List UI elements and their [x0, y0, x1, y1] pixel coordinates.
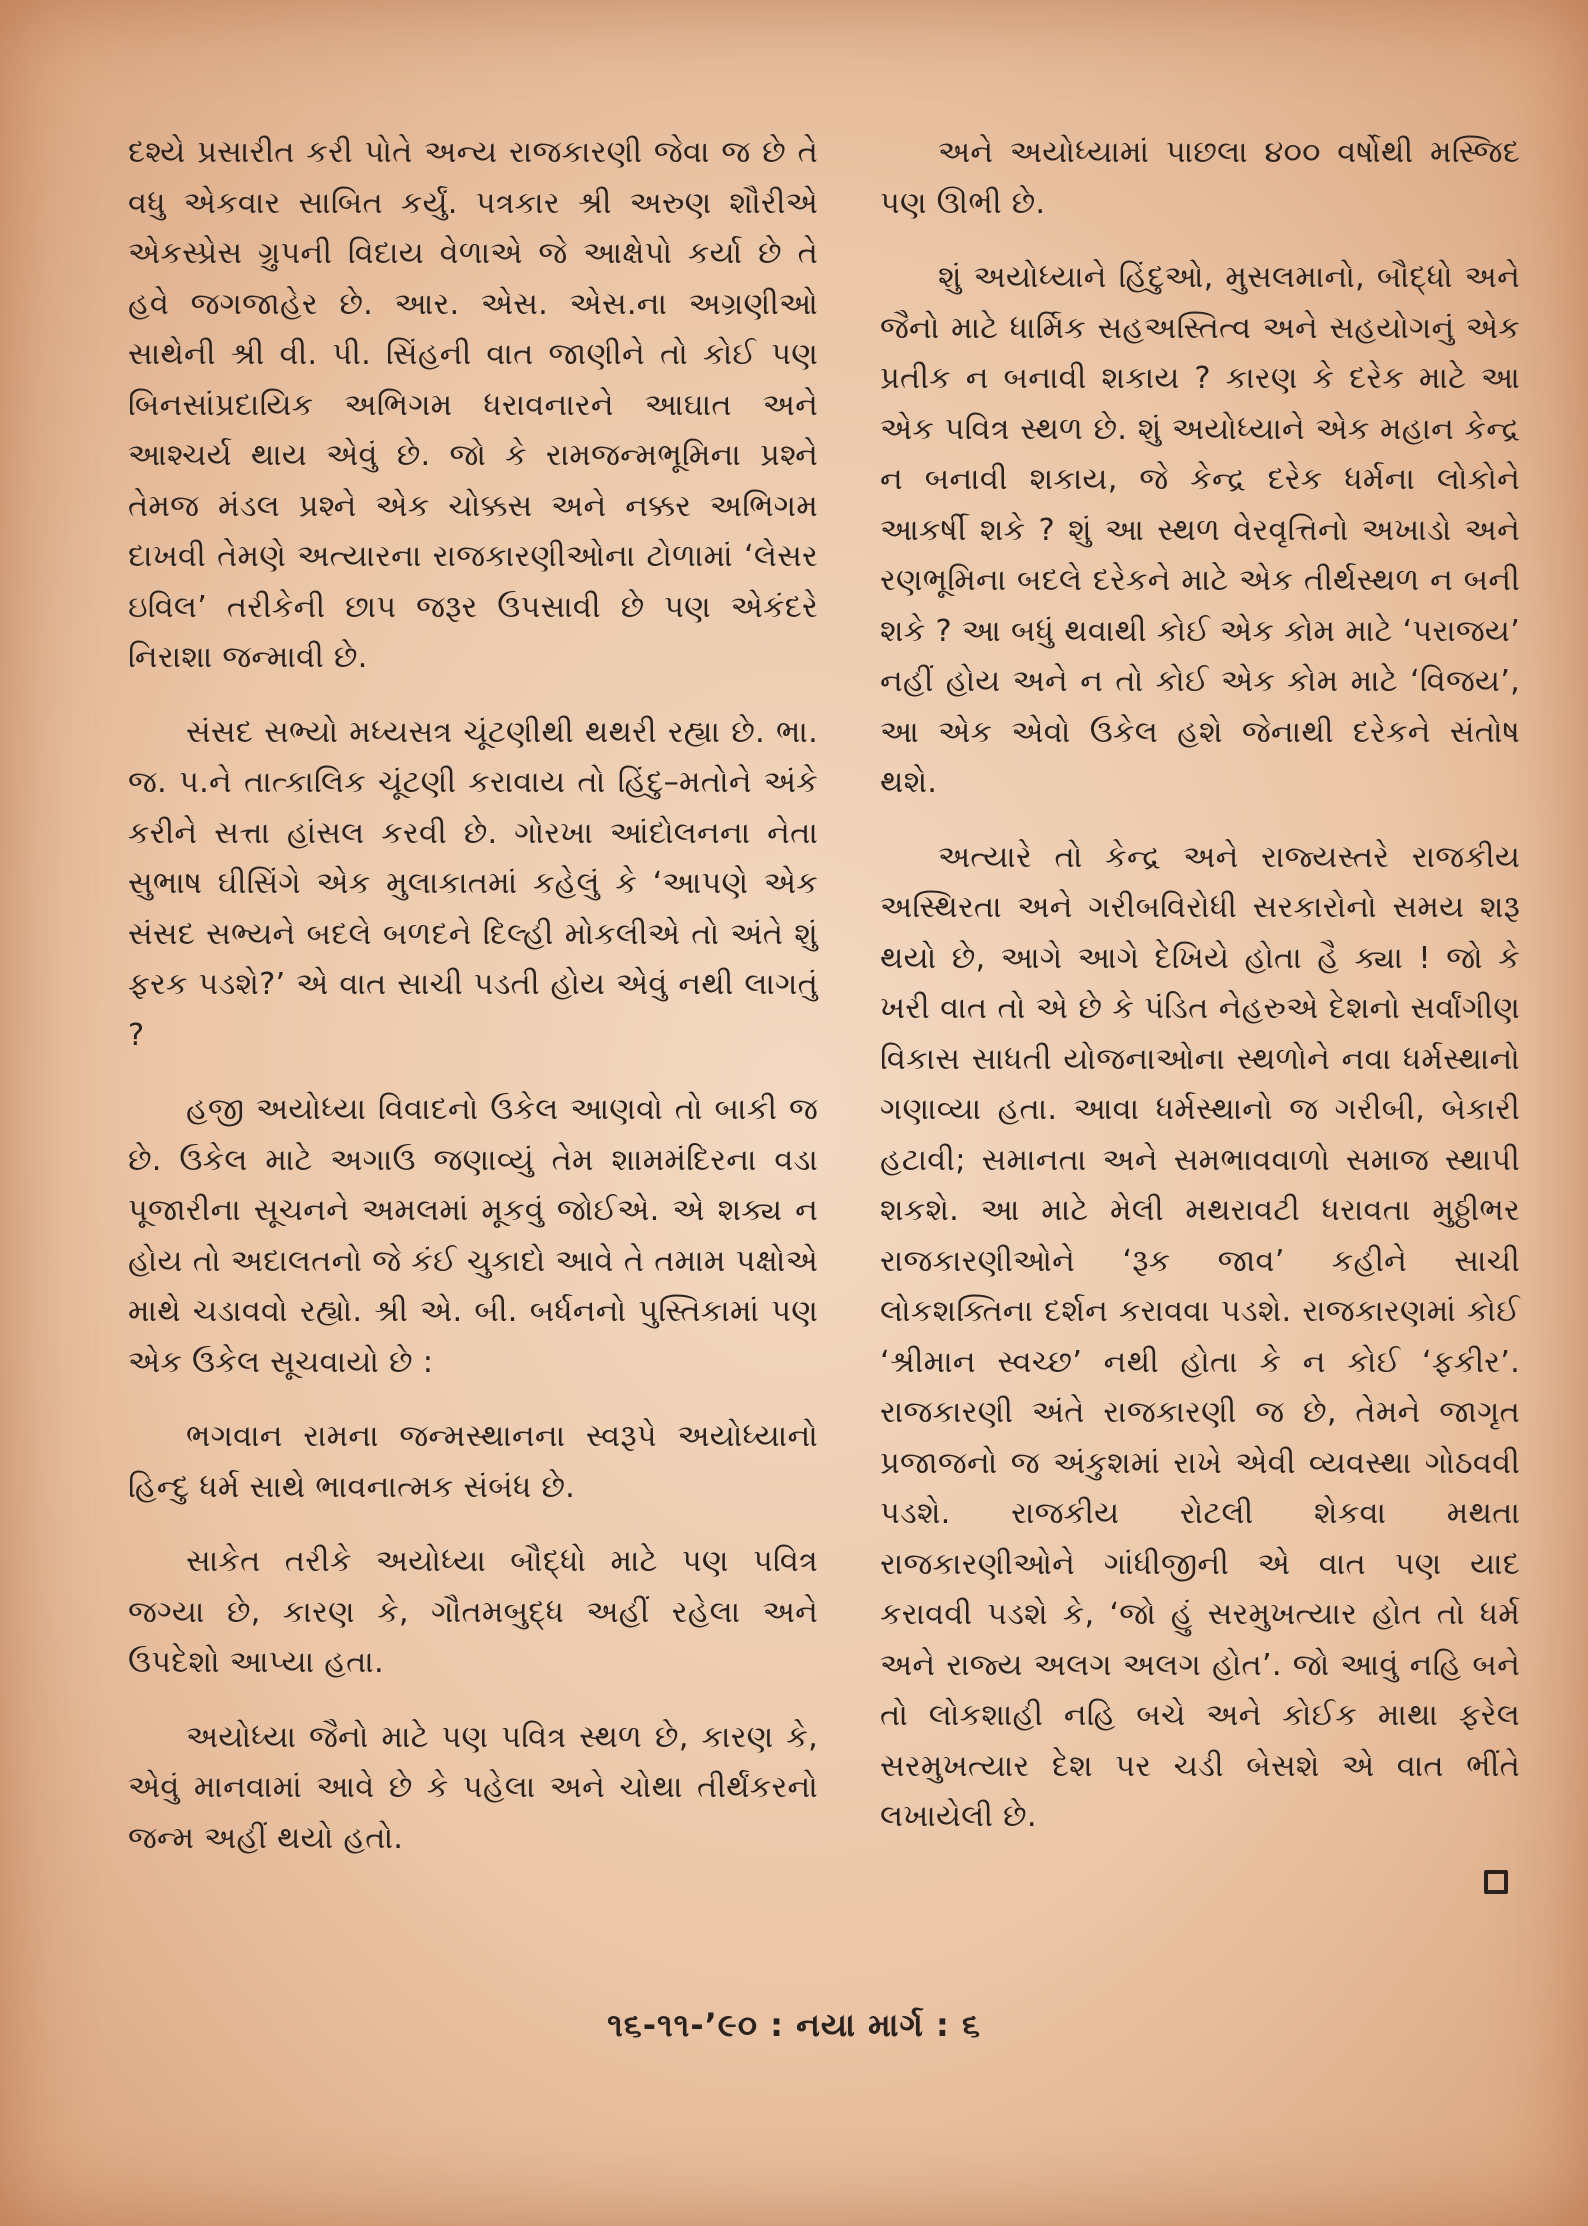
footer-separator: :	[923, 2006, 962, 2044]
paragraph: હજી અયોધ્યા વિવાદનો ઉકેલ આણવો તો બાકી જ છે. ઉકેલ માટે અગાઉ જણાવ્યું તેમ શામમંદિરના વડા પૂજારીના સૂચનને અમલમાં મૂકવું જોઈએ. એ શક્ય ન હોય તો અદાલતનો જે કંઈ ચુકાદો આવે તે તમામ પક્ષોએ માથે ચડાવવો રહ્યો. શ્રી એ. બી. બર્ધનનો પુસ્તિકામાં પણ એક ઉકેલ સૂચવાયો છે :	[128, 1092, 818, 1380]
footer-page-number: ૬	[961, 2006, 981, 2044]
paragraph: ભગવાન રામના જન્મસ્થાનના સ્વરૂપે અયોધ્યાનો હિન્દુ ધર્મ સાથે ભાવનાત્મક સંબંધ છે.	[128, 1419, 818, 1505]
paragraph: અયોધ્યા જૈનો માટે પણ પવિત્ર સ્થળ છે, કારણ કે, એવું માનવામાં આવે છે કે પહેલા અને ચોથા તીર્થંકરનો જન્મ અહીં થયો હતો.	[128, 1719, 818, 1856]
paragraph: દશ્યે પ્રસારીત કરી પોતે અન્ય રાજકારણી જેવા જ છે તે વધુ એકવાર સાબિત કર્યું. પત્રકાર શ્રી અરુણ શૌરીએ એકસ્પ્રેસ ગ્રુપની વિદાય વેળાએ જે આક્ષેપો કર્યા છે તે હવે જગજાહેર છે. આર. એસ. એસ.ના અગ્રણીઓ સાથેની શ્રી વી. પી. સિંહની વાત જાણીને તો કોઈ પણ બિનસાંપ્રદાયિક અભિગમ ધરાવનારને આઘાત અને આશ્ચર્ય થાય એવું છે. જો કે રામજન્મભૂમિના પ્રશ્ને તેમજ મંડલ પ્રશ્ને એક ચોક્કસ અને નક્કર અભિગમ દાખવી તેમણે અત્યારના રાજકારણીઓના ટોળામાં ‘લેસર ઇવિલ’ તરીકેની છાપ જરૂર ઉપસાવી છે પણ એકંદરે નિરાશા જન્માવી છે.	[128, 135, 818, 675]
paragraph: અને અયોધ્યામાં પાછલા ૪૦૦ વર્ષોથી મસ્જિદ પણ ઊભી છે.	[880, 135, 1520, 221]
left-column	[128, 128, 818, 1888]
footer-date: ૧૬-૧૧-’૯૦	[607, 2006, 758, 2044]
paragraph: શું અયોધ્યાને હિંદુઓ, મુસલમાનો, બૌદ્ધો અને જૈનો માટે ધાર્મિક સહઅસ્તિત્વ અને સહયોગનું એક પ્રતીક ન બનાવી શકાય ? કારણ કે દરેક માટે આ એક પવિત્ર સ્થળ છે. શું અયોધ્યાને એક મહાન કેન્દ્ર ન બનાવી શકાય, જે કેન્દ્ર દરેક ધર્મના લોકોને આકર્ષી શકે ? શું આ સ્થળ વેરવૃત્તિનો અખાડો અને રણભૂમિના બદલે દરેકને માટે એક તીર્થસ્થળ ન બની શકે ? આ બધું થવાથી કોઈ એક કોમ માટે ‘પરાજય’ નહીં હોય અને ન તો કોઈ એક કોમ માટે ‘વિજય’, આ એક એવો ઉકેલ હશે જેનાથી દરેકને સંતોષ થશે.	[880, 260, 1520, 800]
paragraph: સાકેત તરીકે અયોધ્યા બૌદ્ધો માટે પણ પવિત્ર જગ્યા છે, કારણ કે, ગૌતમબુદ્ધ અહીં રહેલા અને ઉપદેશો આપ્યા હતા.	[128, 1544, 818, 1680]
footer-separator: :	[757, 2006, 797, 2044]
page-footer	[0, 2006, 1588, 2045]
right-column	[880, 128, 1520, 1867]
paragraph: સંસદ સભ્યો મધ્યસત્ર ચૂંટણીથી થથરી રહ્યા છે. ભા. જ. પ.ને તાત્કાલિક ચૂંટણી કરાવાય તો હિંદુ–મતોને અંકે કરીને સત્તા હાંસલ કરવી છે. ગોરખા આંદોલનના નેતા સુભાષ ઘીસિંગે એક મુલાકાતમાં કહેલું કે ‘આપણે એક સંસદ સભ્યને બદલે બળદને દિલ્હી મોકલીએ તો અંતે શું ફરક પડશે?’ એ વાત સાચી પડતી હોય એવું નથી લાગતું ?	[128, 714, 818, 1053]
paragraph: અત્યારે તો કેન્દ્ર અને રાજ્યસ્તરે રાજકીય અસ્થિરતા અને ગરીબવિરોધી સરકારોનો સમય શરૂ થયો છે, આગે આગે દેખિયે હોતા હૈ ક્યા ! જો કે ખરી વાત તો એ છે કે પંડિત નેહરુએ દેશનો સર્વાંગીણ વિકાસ સાધતી યોજનાઓના સ્થળોને નવા ધર્મસ્થાનો ગણાવ્યા હતા. આવા ધર્મસ્થાનો જ ગરીબી, બેકારી હટાવી; સમાનતા અને સમભાવવાળો સમાજ સ્થાપી શકશે. આ માટે મેલી મથરાવટી ધરાવતા મુઠ્ઠીભર રાજકારણીઓને ‘રૂક જાવ’ કહીને સાચી લોકશક્તિના દર્શન કરાવવા પડશે. રાજકારણમાં કોઈ ‘શ્રીમાન સ્વચ્છ’ નથી હોતા કે ન કોઈ ‘ફકીર’. રાજકારણી અંતે રાજકારણી જ છે, તેમને જાગૃત પ્રજાજનો જ અંકુશમાં રાખે એવી વ્યવસ્થા ગોઠવવી પડશે. રાજકીય રોટલી શેકવા મથતા રાજકારણીઓને ગાંધીજીની એ વાત પણ યાદ કરાવવી પડશે કે, ‘જો હું સરમુખત્યાર હોત તો ધર્મ અને રાજ્ય અલગ અલગ હોત’. જો આવું નહિ બને તો લોકશાહી નહિ બચે અને કોઈક માથા ફરેલ સરમુખત્યાર દેશ પર ચડી બેસશે એ વાત ભીંતે લખાયેલી છે.	[880, 839, 1520, 1834]
footer-magazine-name: નયા માર્ગ	[796, 2006, 924, 2044]
square-end-mark-icon	[1484, 1870, 1508, 1894]
